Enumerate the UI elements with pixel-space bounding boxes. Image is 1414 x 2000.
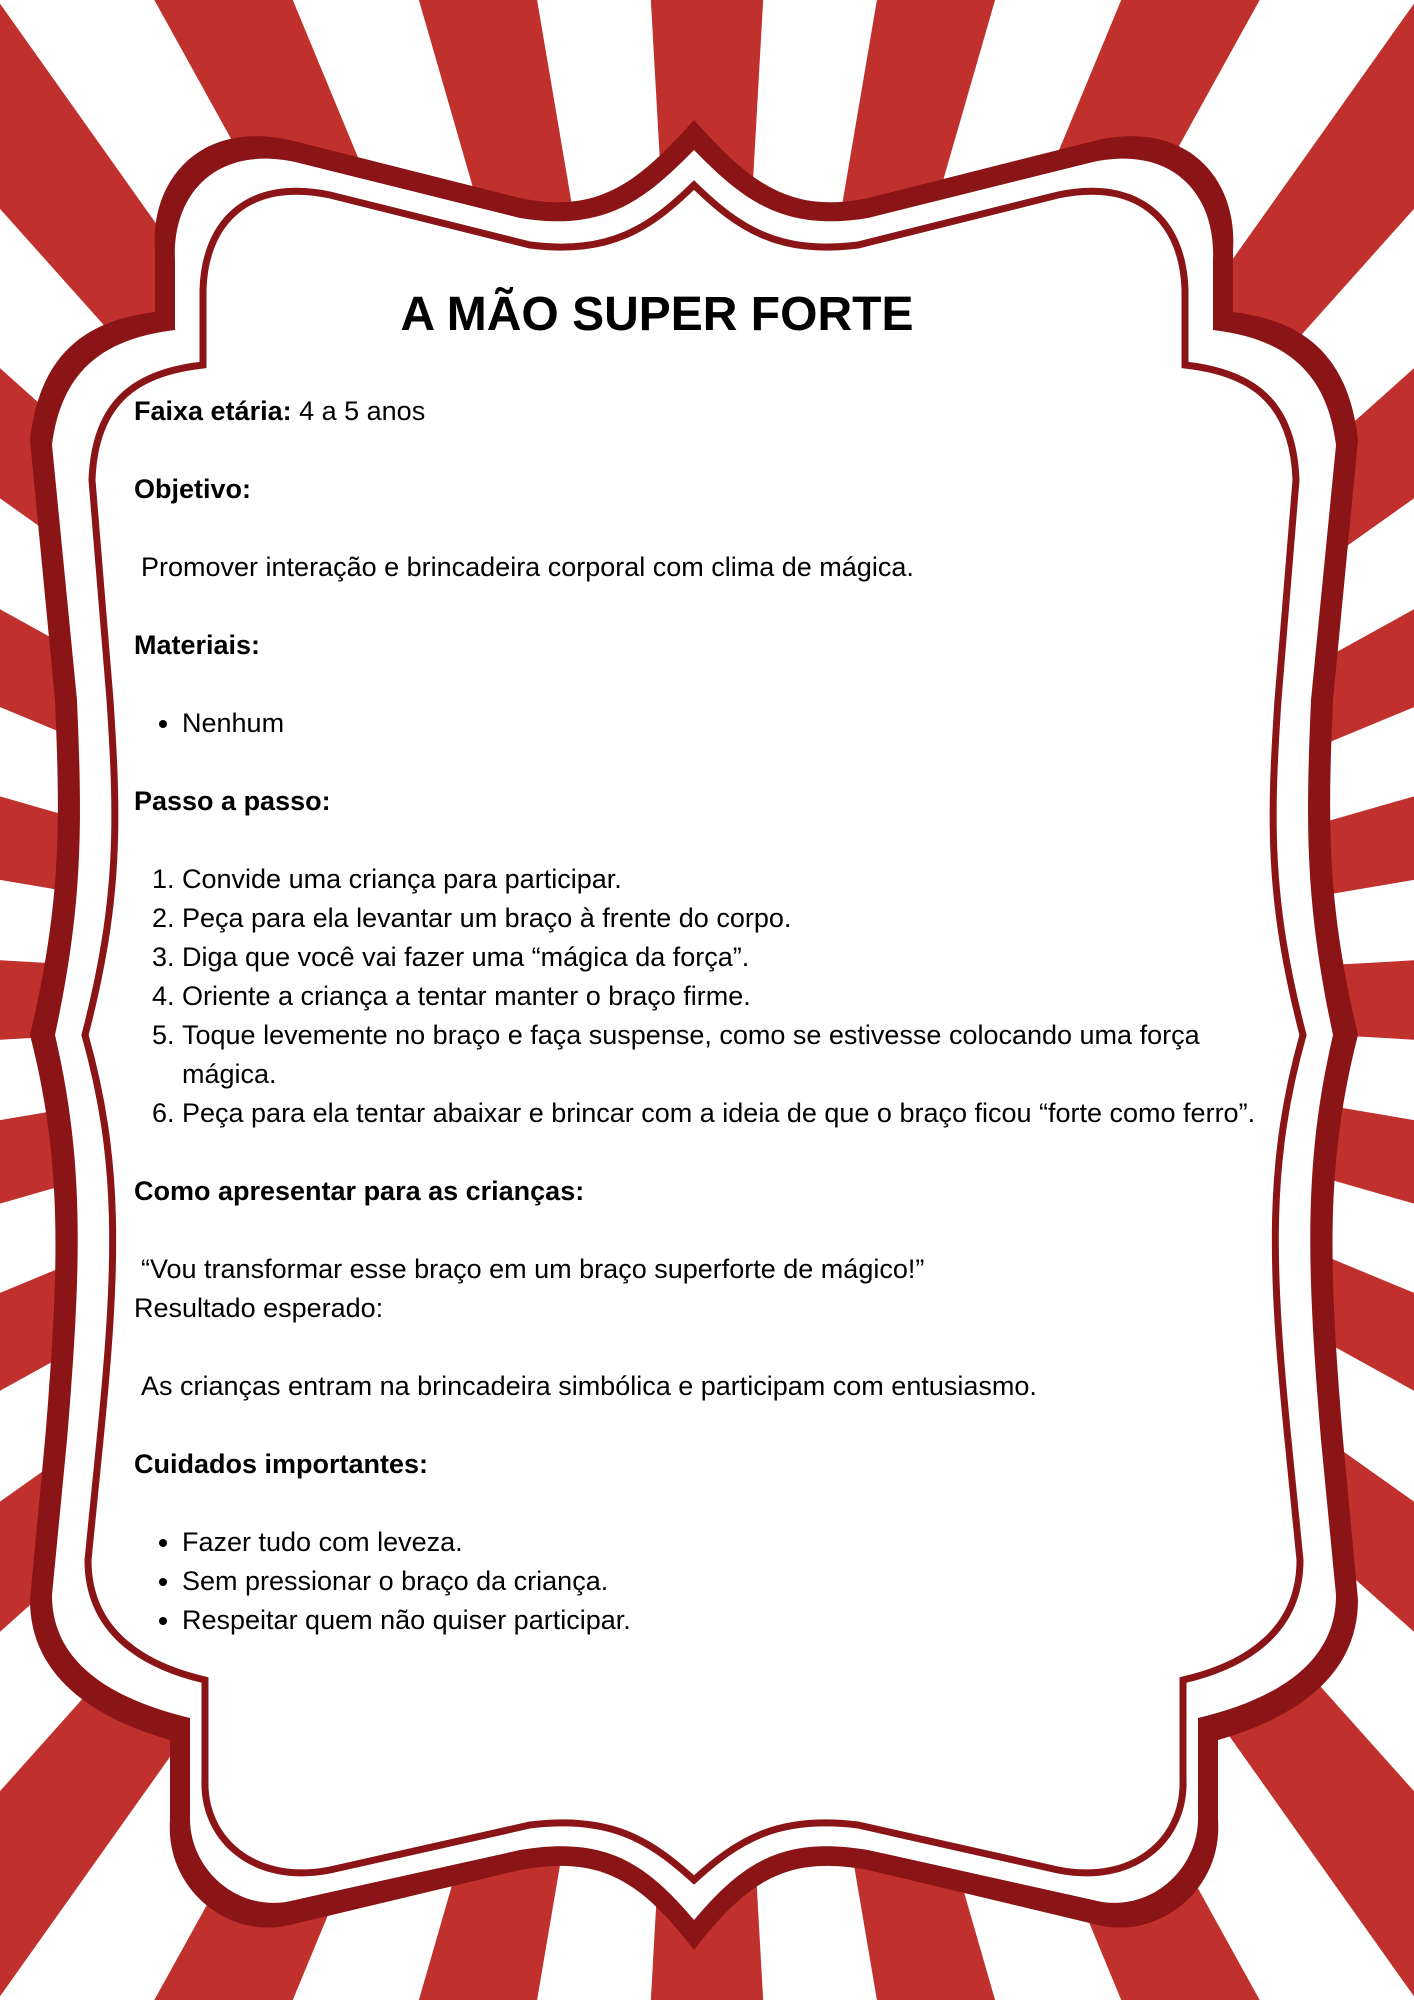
care-heading: Cuidados importantes: — [134, 1449, 429, 1479]
step-item: 2. Peça para ela levantar um braço à frente do corpo. — [182, 899, 1274, 938]
step-item: 3. Diga que você vai fazer uma “mágica da força”. — [182, 938, 1274, 977]
page-title: A MÃO SUPER FORTE — [400, 288, 914, 341]
age-range-value: 4 a 5 anos — [291, 396, 426, 426]
care-list-item: • Respeitar quem não quiser participar. — [182, 1601, 1274, 1640]
expected-result-heading: Resultado esperado: — [134, 1293, 384, 1323]
step-item: 1. Convide uma criança para participar. — [182, 860, 1274, 899]
step-item: 4. Oriente a criança a tentar manter o braço firme. — [182, 977, 1274, 1016]
age-range-line — [134, 392, 1274, 431]
presentation-heading: Como apresentar para as crianças: — [134, 1176, 585, 1206]
step-item: 6. Peça para ela tentar abaixar e brincar com a ideia de que o braço ficou “forte como ferro”. — [182, 1094, 1274, 1133]
care-list — [134, 1523, 1274, 1640]
steps-heading: Passo a passo: — [134, 786, 331, 816]
presentation-quote: “Vou transformar esse braço em um braço superforte de mágico!” — [141, 1254, 925, 1284]
objective-text: Promover interação e brincadeira corporal com clima de mágica. — [141, 552, 914, 582]
materials-list — [134, 704, 1274, 743]
age-range-label: Faixa etária: — [134, 396, 292, 426]
step-item: 5. Toque levemente no braço e faça suspense, como se estivesse colocando uma força mágica. — [182, 1016, 1274, 1094]
care-list-item: • Sem pressionar o braço da criança. — [182, 1562, 1274, 1601]
objective-heading: Objetivo: — [134, 474, 252, 504]
care-list-item: • Fazer tudo com leveza. — [182, 1523, 1274, 1562]
materials-list-item: • Nenhum — [182, 704, 1274, 743]
materials-heading: Materiais: — [134, 630, 261, 660]
expected-result-text: As crianças entram na brincadeira simbólica e participam com entusiasmo. — [141, 1371, 1037, 1401]
document-body — [134, 280, 1274, 1640]
steps-list — [134, 860, 1274, 1133]
